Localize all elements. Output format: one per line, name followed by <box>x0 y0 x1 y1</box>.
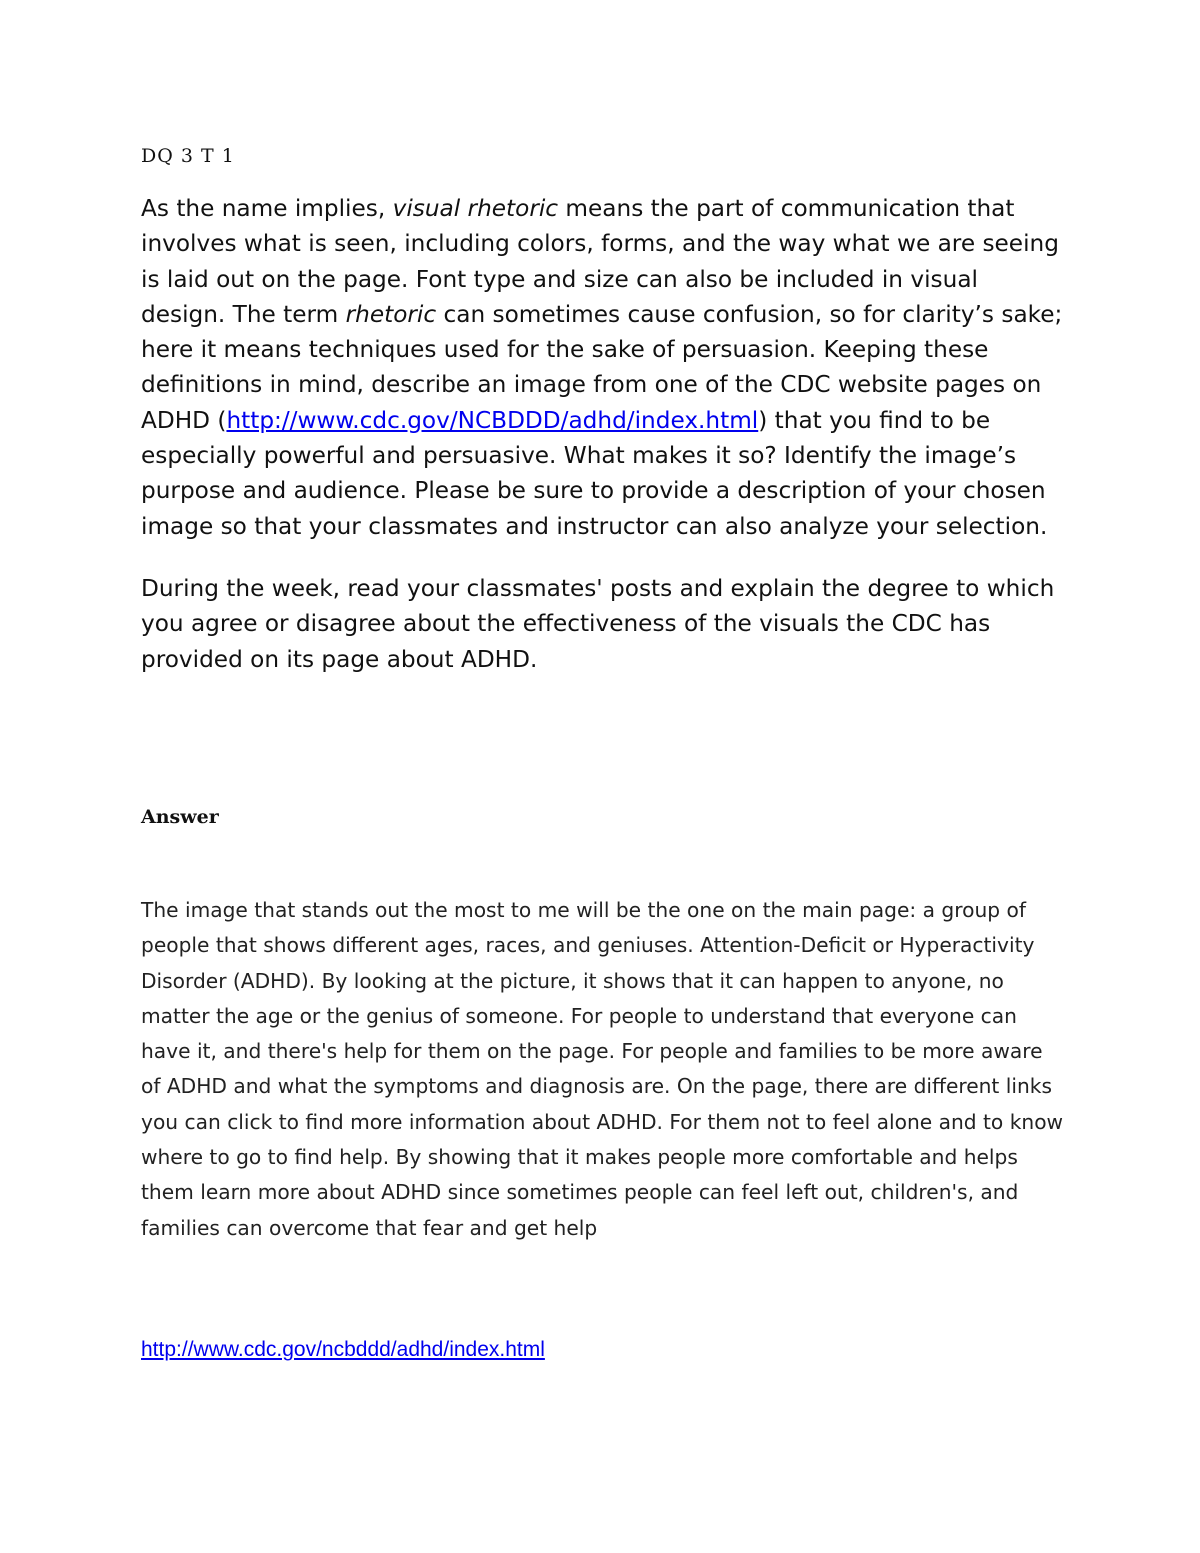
prompt-paragraph-1 <box>141 191 1066 544</box>
prompt-text-segment: ) that you find to be especially powerful and persuasive. What makes it so? Identify the image’s purpose and audience. Please be sure to provide a description of your chosen image so that your classmates and instructor can also analyze your selection. <box>141 406 1048 540</box>
answer-text: The image that stands out the most to me will be the one on the main page: a group of people that shows different ages, races, and geniuses. Attention-Deficit or Hyperactivity Disorder (ADHD). By looking at the picture, it shows that it can happen to anyone, no matter the age or the genius of someone. For people to understand that everyone can have it, and there's help for them on the page. For people and families to be more aware of ADHD and what the symptoms and diagnosis are. On the page, there are different links you can click to find more information about ADHD. For them not to feel alone and to know where to go to find help. By showing that it makes people more comfortable and helps them learn more about ADHD since sometimes people can feel left out, children's, and families can overcome that fear and get help <box>141 898 1064 1240</box>
prompt-text <box>141 191 1066 677</box>
cdc-adhd-link[interactable]: http://www.cdc.gov/NCBDDD/adhd/index.html <box>226 406 759 434</box>
footer-cdc-link[interactable]: http://www.cdc.gov/ncbddd/adhd/index.html <box>141 1338 545 1361</box>
prompt-text-segment: means the part of communication that involves what is seen, including colors, forms, and the way what we are seeing is laid out on the page. Font type and size can also be included in visual design. The term <box>141 195 1059 328</box>
prompt-text-segment: As the name implies, <box>141 195 393 222</box>
prompt-paragraph-2: During the week, read your classmates' posts and explain the degree to which you agree or disagree about the effectiveness of the visuals the CDC has provided on its page about ADHD. <box>141 574 1055 673</box>
emphasis-rhetoric: rhetoric <box>345 300 437 328</box>
emphasis-visual-rhetoric: visual rhetoric <box>392 195 559 222</box>
answer-heading: Answer <box>141 806 219 828</box>
prompt-text-segment: can sometimes cause confusion, so for clarity’s sake; here it means techniques used for the sake of persuasion. Keeping these definitions in mind, describe an image from one of the CDC website pages on ADHD ( <box>141 300 1063 434</box>
document-title: DQ 3 T 1 <box>141 145 235 167</box>
